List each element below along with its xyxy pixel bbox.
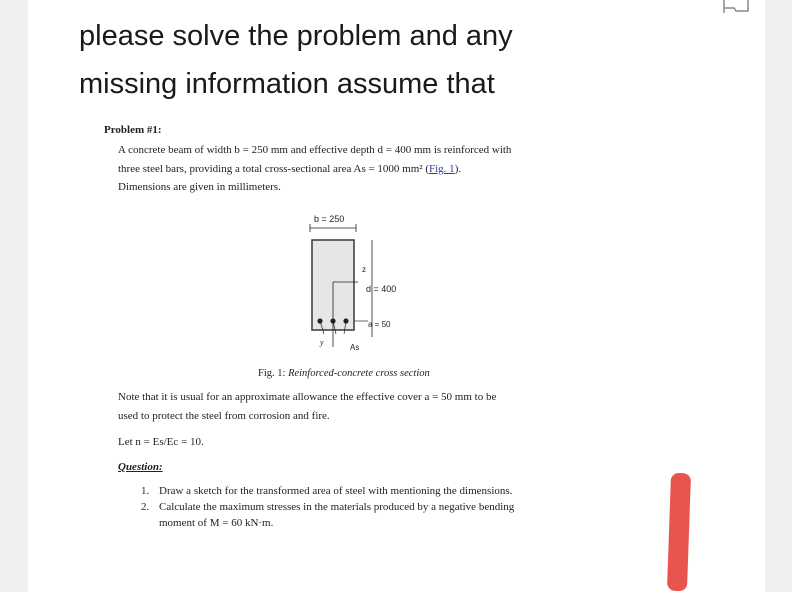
note-line-2: used to protect the steel from corrosion and fire. — [118, 410, 330, 422]
let-n-equation: Let n = Es/Ec = 10. — [118, 436, 204, 448]
post-text-line-1: please solve the problem and any — [79, 20, 513, 52]
question-title: Question: — [118, 461, 163, 473]
figure-caption — [258, 368, 430, 379]
note-line-1: Note that it is usual for an approximate allowance the effective cover a = 50 mm to be — [118, 391, 497, 403]
d-dimension-label: d = 400 — [366, 284, 397, 294]
question-item-1-text: Draw a sketch for the transformed area of steel with mentioning the dimensions. — [159, 485, 513, 497]
problem-line-2 — [118, 163, 461, 175]
fig-reference-link[interactable]: Fig. 1 — [429, 163, 455, 175]
question-item-2-continuation: moment of M = 60 kN·m. — [159, 517, 274, 529]
beam-cross-section-figure — [300, 212, 420, 362]
problem-line-3: Dimensions are given in millimeters. — [118, 181, 281, 193]
b-dimension-label: b = 250 — [314, 214, 345, 224]
figure-caption-prefix: Fig. 1: — [258, 368, 289, 379]
flag-icon[interactable] — [722, 0, 752, 14]
as-label: As — [350, 343, 360, 352]
red-highlight-mark — [667, 473, 691, 592]
problem-line-2-text: three steel bars, providing a total cross-sectional area As = 1000 mm² ( — [118, 163, 429, 175]
a-dimension-label: a = 50 — [368, 320, 391, 329]
problem-line-1: A concrete beam of width b = 250 mm and effective depth d = 400 mm is reinforced with — [118, 144, 512, 156]
figure-caption-text: Reinforced-concrete cross section — [288, 368, 430, 379]
question-item-2-number: 2. — [141, 501, 150, 513]
post-text-line-2: missing information assume that — [79, 68, 495, 100]
question-item-2-text: Calculate the maximum stresses in the materials produced by a negative bending — [159, 501, 515, 513]
problem-line-2-end: ). — [454, 163, 462, 175]
problem-title: Problem #1: — [104, 124, 162, 136]
z-axis-label: z — [362, 265, 366, 274]
question-item-1-number: 1. — [141, 485, 150, 497]
y-axis-label: y — [320, 338, 324, 347]
